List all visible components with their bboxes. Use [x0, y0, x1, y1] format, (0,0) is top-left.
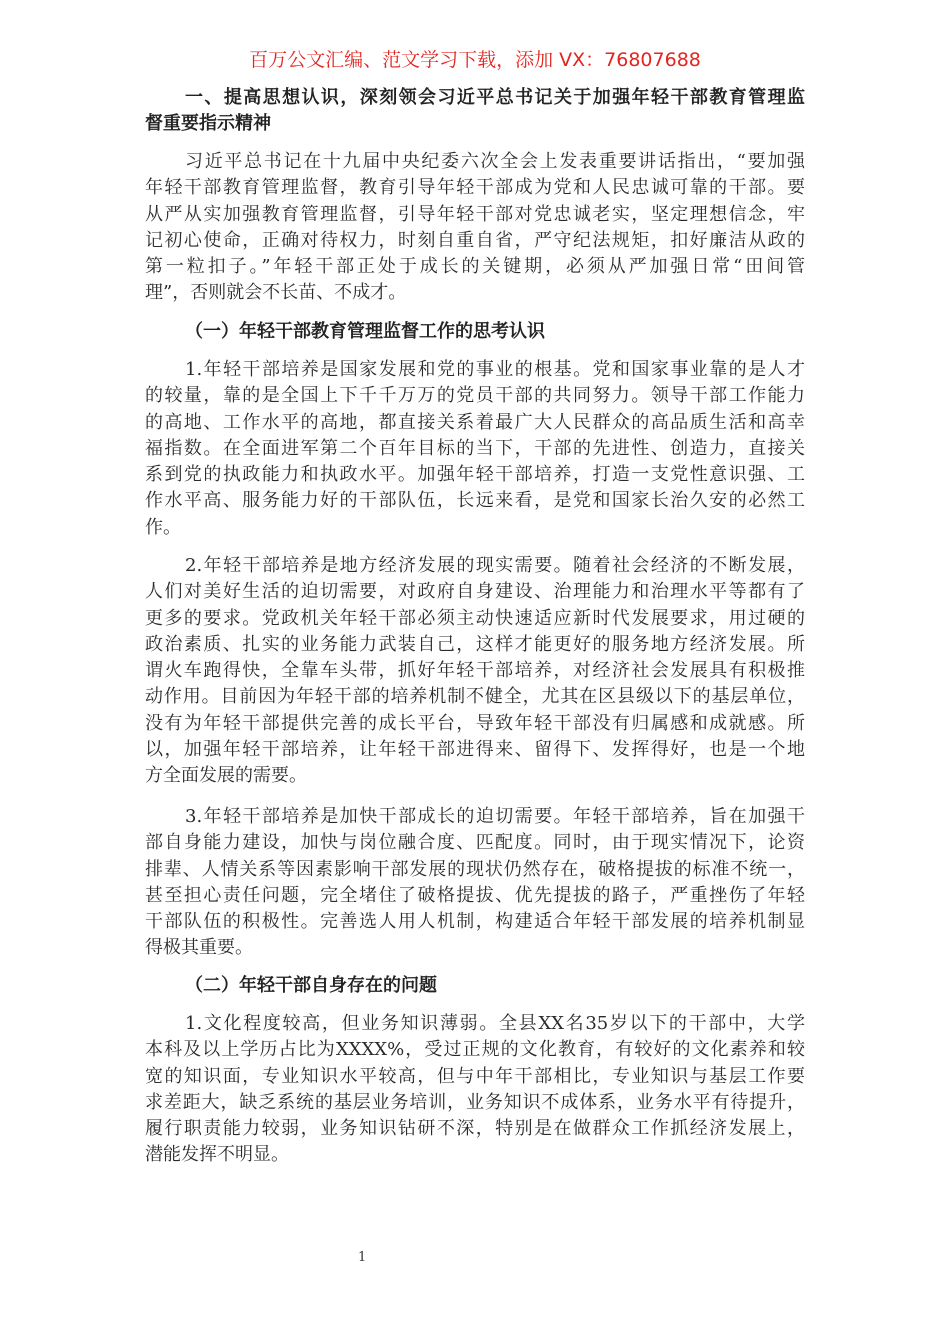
paragraph — [145, 553, 805, 790]
text-line: 人们对美好生活的迫切需要，对政府自身建设、治理能力和治理水平等都有了 — [145, 581, 805, 603]
text-line: （一）年轻干部教育管理监督工作的思考认识 — [185, 321, 545, 342]
text-line: 系到党的执政能力和执政水平。加强年轻干部培养，打造一支党性意识强、工 — [145, 464, 805, 486]
paragraph — [145, 149, 805, 307]
text-line: 方全面发展的需要。 — [145, 765, 307, 787]
text-line: 记初心使命，正确对待权力，时刻自重自省，严守纪法规矩，扣好廉洁从政的 — [145, 229, 805, 251]
paragraph — [145, 804, 805, 962]
section-heading — [145, 973, 805, 999]
text-line: （二）年轻干部自身存在的问题 — [185, 975, 437, 996]
text-line: 更多的要求。党政机关年轻干部必须主动快速适应新时代发展要求，用过硬的 — [145, 607, 805, 629]
text-line: 部自身能力建设，加快与岗位融合度、匹配度。同时，由于现实情况下，论资 — [145, 832, 805, 854]
text-line: 从严从实加强教育管理监督，引导年轻干部对党忠诚老实，坚定理想信念，牢 — [145, 203, 805, 225]
text-line: 本科及以上学历占比为XXXX%，受过正规的文化教育，有较好的文化素养和较 — [145, 1039, 805, 1061]
text-line: 作水平高、服务能力好的干部队伍，长远来看，是党和国家长治久安的必然工 — [145, 490, 805, 512]
text-line: 谓火车跑得快，全靠车头带，抓好年轻干部培养，对经济社会发展具有积极推 — [145, 660, 805, 682]
text-line: 的较量，靠的是全国上下千千万万的党员干部的共同努力。领导干部工作能力 — [145, 385, 805, 407]
paragraph — [145, 1011, 805, 1169]
text-line: 2.年轻干部培养是地方经济发展的现实需要。随着社会经济的不断发展， — [185, 555, 805, 576]
text-line: 甚至担心责任问题，完全堵住了破格提拔、优先提拔的路子，严重挫伤了年轻 — [145, 884, 805, 906]
text-line: 习近平总书记在十九届中央纪委六次全会上发表重要讲话指出，“要加强 — [185, 151, 805, 172]
text-line: 3.年轻干部培养是加快干部成长的迫切需要。年轻干部培养，旨在加强干 — [185, 806, 805, 827]
text-line: 作。 — [145, 516, 181, 538]
text-line: 以，加强年轻干部培养，让年轻干部进得来、留得下、发挥得好，也是一个地 — [145, 739, 805, 761]
paragraph — [145, 357, 805, 541]
text-line: 第一粒扣子。”年轻干部正处于成长的关键期，必须从严加强日常“田间管 — [145, 256, 805, 278]
text-line: 宽的知识面，专业知识水平较高，但与中年干部相比，专业知识与基层工作要 — [145, 1065, 805, 1087]
text-line: 干部队伍的积极性。完善选人用人机制，构建适合年轻干部发展的培养机制显 — [145, 911, 805, 933]
text-line: 得极其重要。 — [145, 937, 253, 959]
text-line: 履行职责能力较弱，业务知识钻研不深，特别是在做群众工作抓经济发展上， — [145, 1118, 805, 1140]
text-line: 1.年轻干部培养是国家发展和党的事业的根基。党和国家事业靠的是人才 — [185, 359, 805, 380]
text-line: 没有为年轻干部提供完善的成长平台，导致年轻干部没有归属感和成就感。所 — [145, 712, 805, 734]
text-line: 求差距大，缺乏系统的基层业务培训，业务知识不成体系，业务水平有待提升， — [145, 1091, 805, 1113]
text-line: 督重要指示精神 — [145, 113, 271, 135]
text-line: 年轻干部教育管理监督，教育引导年轻干部成为党和人民忠诚可靠的干部。要 — [145, 177, 805, 199]
text-line: 一、提高思想认识，深刻领会习近平总书记关于加强年轻干部教育管理监 — [185, 87, 805, 108]
text-line: 1.文化程度较高，但业务知识薄弱。全县XX名35岁以下的干部中，大学 — [185, 1013, 805, 1034]
text-line: 排辈、人情关系等因素影响干部发展的现状仍然存在，破格提拔的标准不统一， — [145, 858, 805, 880]
section-heading — [145, 319, 805, 345]
text-line: 福指数。在全面进军第二个百年目标的当下，干部的先进性、创造力，直接关 — [145, 437, 805, 459]
text-line: 政治素质、扎实的业务能力武装自己，这样才能更好的服务地方经济发展。所 — [145, 633, 805, 655]
watermark-banner: 百万公文汇编、范文学习下载，添加 VX：76807688 — [249, 49, 701, 71]
text-line: 的高地、工作水平的高地，都直接关系着最广大人民群众的高品质生活和高幸 — [145, 411, 805, 433]
text-line: 动作用。目前因为年轻干部的培养机制不健全，尤其在区县级以下的基层单位， — [145, 686, 805, 708]
text-line: 理”，否则就会不长苗、不成才。 — [145, 282, 407, 304]
text-line: 潜能发挥不明显。 — [145, 1144, 289, 1166]
page-number: 1 — [358, 1250, 367, 1265]
section-heading — [145, 85, 805, 138]
